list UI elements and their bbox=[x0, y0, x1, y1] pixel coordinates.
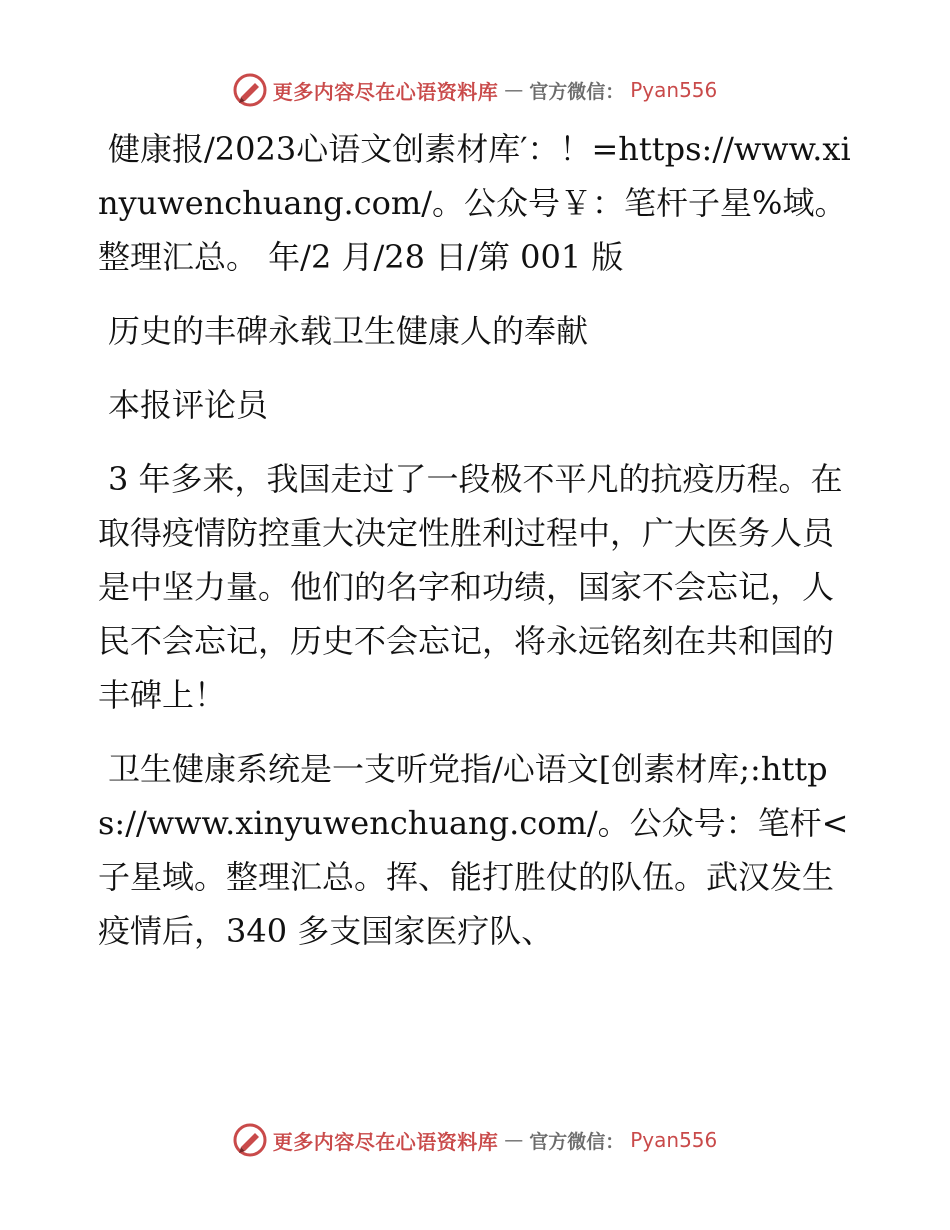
watermark-separator: — bbox=[504, 1129, 524, 1151]
header-watermark bbox=[0, 70, 950, 110]
article-paragraph: 卫生健康系统是一支听党指/心语文[创素材库;:https://www.xinyuwenchuang.com/。公众号：笔杆<子星域。整理汇总。挥、能打胜仗的队伍。武汉发生疫情后，340 多支国家医疗队、 bbox=[98, 750, 849, 950]
watermark-text: 更多内容尽在心语资料库 bbox=[272, 79, 499, 104]
pen-logo-icon bbox=[233, 1123, 267, 1157]
watermark-id: Pyan556 bbox=[630, 78, 718, 102]
article-body bbox=[98, 122, 858, 978]
watermark-id: Pyan556 bbox=[630, 1128, 718, 1152]
article-paragraph: 3 年多来，我国走过了一段极不平凡的抗疫历程。在取得疫情防控重大决定性胜利过程中，广大医务人员是中坚力量。他们的名字和功绩，国家不会忘记，人民不会忘记，历史不会忘记，将永远铭刻在共和国的丰碑上！ bbox=[98, 460, 843, 714]
article-title: 历史的丰碑永载卫生健康人的奉献 bbox=[108, 312, 589, 350]
watermark-label: 官方微信： bbox=[529, 1130, 625, 1153]
footer-watermark bbox=[0, 1120, 950, 1160]
watermark-separator: — bbox=[504, 79, 524, 101]
watermark-label: 官方微信： bbox=[529, 80, 625, 103]
pen-logo-icon bbox=[233, 73, 267, 107]
article-author: 本报评论员 bbox=[108, 386, 269, 424]
article-header: 健康报/2023心语文创素材库′：！=https://www.xinyuwenchuang.com/。公众号￥：笔杆子星%域。整理汇总。 年/2 月/28 日/第 001 版 bbox=[98, 130, 851, 276]
watermark-text: 更多内容尽在心语资料库 bbox=[272, 1129, 499, 1154]
